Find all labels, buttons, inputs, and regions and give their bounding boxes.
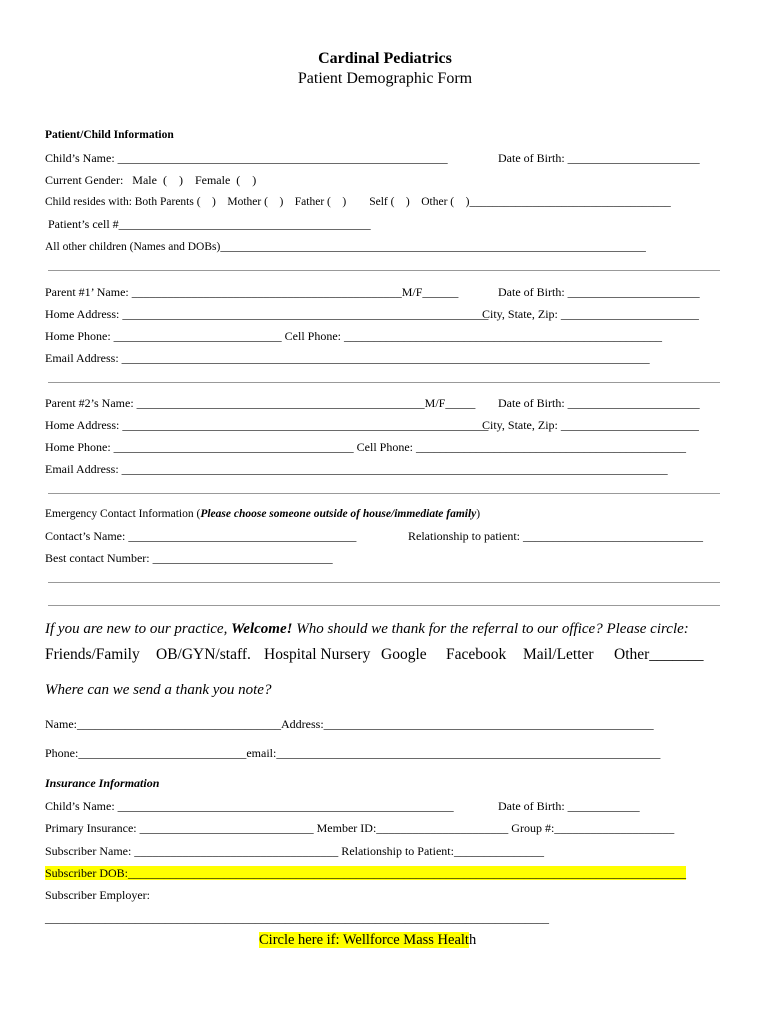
- parent2-city-state-zip-field[interactable]: City, State, Zip: _______________________: [482, 418, 699, 432]
- referral-option-facebook[interactable]: Facebook: [446, 646, 507, 663]
- referral-question: [45, 620, 689, 638]
- parent2-address-field[interactable]: Home Address: _____________________________________________________________: [45, 418, 489, 432]
- parent2-name-field[interactable]: Parent #2’s Name: ________________________________________________M/F_____: [45, 396, 476, 410]
- gender-field[interactable]: Current Gender: Male ( ) Female ( ): [45, 173, 257, 187]
- referral-question-start: If you are new to our practice,: [45, 621, 232, 637]
- emergency-heading: [45, 507, 480, 521]
- parent1-city-state-zip-field[interactable]: City, State, Zip: _______________________: [482, 307, 699, 321]
- referral-option-other[interactable]: Other_______: [614, 646, 704, 663]
- patient-section-heading: Patient/Child Information: [45, 129, 174, 141]
- contact-name-field[interactable]: Contact’s Name: ______________________________________: [45, 529, 357, 543]
- insurance-heading: Insurance Information: [45, 776, 160, 790]
- referral-option-google[interactable]: Google: [381, 646, 427, 663]
- parent1-dob-field[interactable]: Date of Birth: ______________________: [498, 285, 700, 299]
- subscriber-employer-label: Subscriber Employer:: [45, 888, 150, 902]
- thank-you-phone-email-field[interactable]: Phone:____________________________email:________________________________________________________________: [45, 746, 661, 760]
- divider: [48, 270, 720, 271]
- subscriber-employer-field[interactable]: ____________________________________________________________________________________: [45, 911, 549, 925]
- referral-question-end: Who should we thank for the referral to our office? Please circle:: [292, 621, 689, 637]
- emergency-heading-emphasis: Please choose someone outside of house/immediate family: [200, 508, 477, 520]
- divider: [48, 493, 720, 494]
- parent2-phones-field[interactable]: Home Phone: ________________________________________ Cell Phone: _____________________________________________: [45, 440, 686, 454]
- parent1-address-field[interactable]: Home Address: _____________________________________________________________: [45, 307, 489, 321]
- insurance-child-dob-field[interactable]: Date of Birth: ____________: [498, 799, 640, 813]
- resides-with-field[interactable]: Child resides with: Both Parents ( ) Mother ( ) Father ( ) Self ( ) Other ( )___________________________________: [45, 196, 671, 208]
- divider: [48, 382, 720, 383]
- parent2-dob-field[interactable]: Date of Birth: ______________________: [498, 396, 700, 410]
- parent1-name-field[interactable]: Parent #1’ Name: _____________________________________________M/F______: [45, 285, 459, 299]
- best-contact-number-field[interactable]: Best contact Number: ______________________________: [45, 551, 333, 565]
- relationship-field[interactable]: Relationship to patient: ______________________________: [408, 529, 703, 543]
- thank-you-name-address-field[interactable]: Name:__________________________________Address:_______________________________________________________: [45, 717, 654, 731]
- wellforce-circle-highlight: Circle here if: Wellforce Mass Healt: [259, 932, 469, 948]
- child-dob-field[interactable]: Date of Birth: ______________________: [498, 151, 700, 165]
- referral-option-hospital-nursery[interactable]: Hospital Nursery: [264, 646, 371, 663]
- insurance-child-name-field[interactable]: Child’s Name: ________________________________________________________: [45, 799, 454, 813]
- page-subtitle: Patient Demographic Form: [297, 70, 473, 87]
- wellforce-circle-tail: h: [468, 932, 477, 948]
- subscriber-name-field[interactable]: Subscriber Name: __________________________________ Relationship to Patient:_______________: [45, 844, 544, 858]
- parent1-phones-field[interactable]: Home Phone: ____________________________ Cell Phone: _____________________________________________________: [45, 329, 662, 343]
- divider: [48, 582, 720, 583]
- patient-cell-field[interactable]: Patient’s cell #__________________________________________: [48, 217, 371, 231]
- child-name-field[interactable]: Child’s Name: _______________________________________________________: [45, 151, 448, 165]
- thank-you-question: Where can we send a thank you note?: [45, 682, 272, 698]
- divider: [48, 605, 720, 606]
- parent2-email-field[interactable]: Email Address: ___________________________________________________________________________________________: [45, 462, 668, 476]
- primary-insurance-field[interactable]: Primary Insurance: _____________________________ Member ID:______________________ Group #:____________________: [45, 821, 675, 835]
- emergency-heading-end: ): [476, 508, 481, 520]
- subscriber-dob-field[interactable]: Subscriber DOB:_____________________________________________________________________________________________: [45, 866, 686, 880]
- referral-option-mail-letter[interactable]: Mail/Letter: [523, 646, 594, 663]
- emergency-heading-start: Emergency Contact Information (: [45, 508, 201, 520]
- referral-option-friends-family[interactable]: Friends/Family: [45, 646, 140, 663]
- referral-option-obgyn[interactable]: OB/GYN/staff.: [156, 646, 251, 663]
- parent1-email-field[interactable]: Email Address: ________________________________________________________________________________________: [45, 351, 650, 365]
- referral-welcome: Welcome!: [231, 621, 293, 637]
- other-children-field[interactable]: All other children (Names and DOBs)__________________________________________________________________________: [45, 241, 646, 253]
- wellforce-circle-note[interactable]: [259, 932, 476, 949]
- page-title: Cardinal Pediatrics: [318, 50, 452, 67]
